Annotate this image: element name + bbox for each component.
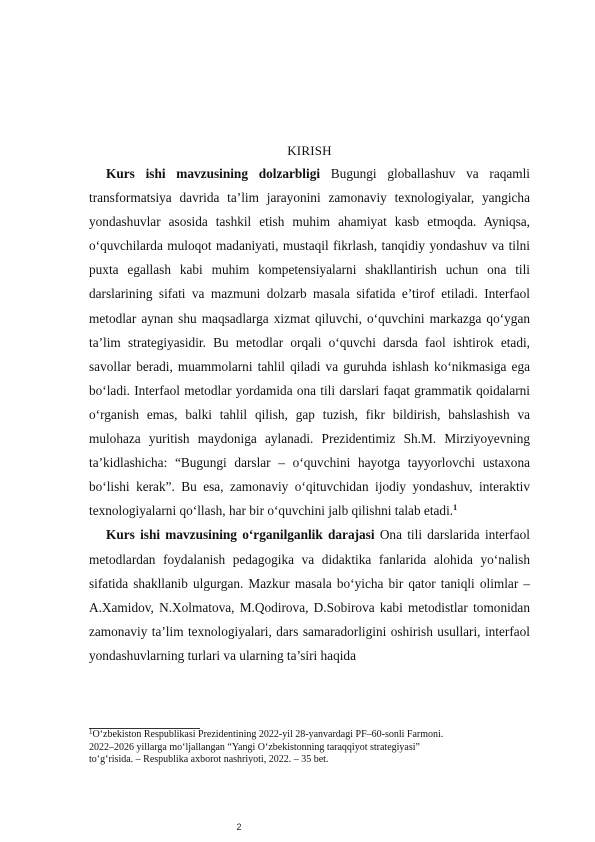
section-heading: KIRISH [287, 143, 332, 158]
footnote [89, 729, 530, 767]
footnote-text: O‘zbekiston Respublikasi Prezidentining 2022-yil 28-yanvardagi PF–60-sonli Farmoni. [92, 729, 444, 740]
footnote-line: 2022–2026 yillarga mo‘ljallangan “Yangi O‘zbekistonning taraqqiyot strategiyasi” [89, 741, 420, 753]
paragraph-relevance [89, 162, 530, 523]
footnote-line [89, 729, 530, 742]
paragraph-study-degree [89, 523, 530, 668]
paragraph-lead: Kurs ishi mavzusining dolzarbligi [106, 166, 321, 181]
paragraph-text: Ona tili darslarida interfaol metodlardan foydalanish pedagogika va didaktika fanlarida alohida yo‘nalish sifatida shakllanib ulgurgan. Mazkur masala bo‘yicha bir qator taniqli olimlar – A.Xamidov, N.Xolmatova, M.Qodirova, D.Sobirova kabi metodistlar tomonidan zamonaviy ta’lim texnologiyalari, dars samaradorligini oshirish usullari, interfaol yondashuvlarning turlari va ularning ta’siri haqida [89, 527, 530, 663]
footnote-line: to‘g‘risida. – Respublika axborot nashriyoti, 2022. – 35 bet. [89, 754, 329, 765]
footnote-mark: 1 [89, 728, 93, 736]
footnote-reference[interactable]: 1 [453, 503, 458, 513]
paragraph-text: Bugungi globallashuv va raqamli transformatsiya davrida ta’lim jarayonini zamonaviy texnologiyalar, yangicha yondashuvlar asosida tashkil etish muhim ahamiyat kasb etmoqda. Ayniqsa, o‘quvchilarda muloqot madaniyati, mustaqil fikrlash, tanqidiy yondashuv va tilni puxta egallash kabi muhim kompetensiyalarni shakllantirish uchun ona tili darslarining sifati va mazmuni dolzarb masala sifatida e’tirof etiladi. Interfaol metodlar aynan shu maqsadlarga xizmat qiluvchi, o‘quvchini markazga qo‘ygan ta’lim strategiyasidir. Bu metodlar orqali o‘quvchi darsda faol ishtirok etadi, savollar beradi, muammolarni tahlil qiladi va guruhda ishlash ko‘nikmasiga ega bo‘ladi. Interfaol metodlar yordamida ona tili darslari faqat grammatik qoidalarni o‘rganish emas, balki tahlil qilish, gap tuzish, fikr bildirish, bahslashish va mulohaza yuritish maydoniga aylanadi. Prezidentimiz Sh.M. Mirziyoyevning ta’kidlashicha: “Bugungi darslar – o‘quvchini hayotga tayyorlovchi ustaxona bo‘lishi kerak”. Bu esa, zamonaviy o‘qituvchidan ijodiy yondashuv, interaktiv texnologiyalarni qo‘llash, har bir o‘quvchini jalb qilishni talab etadi. [89, 166, 531, 519]
paragraph-lead: Kurs ishi mavzusining o‘rganilganlik darajasi [106, 527, 375, 543]
page-number: 2 [236, 822, 242, 832]
body-text [89, 162, 530, 668]
